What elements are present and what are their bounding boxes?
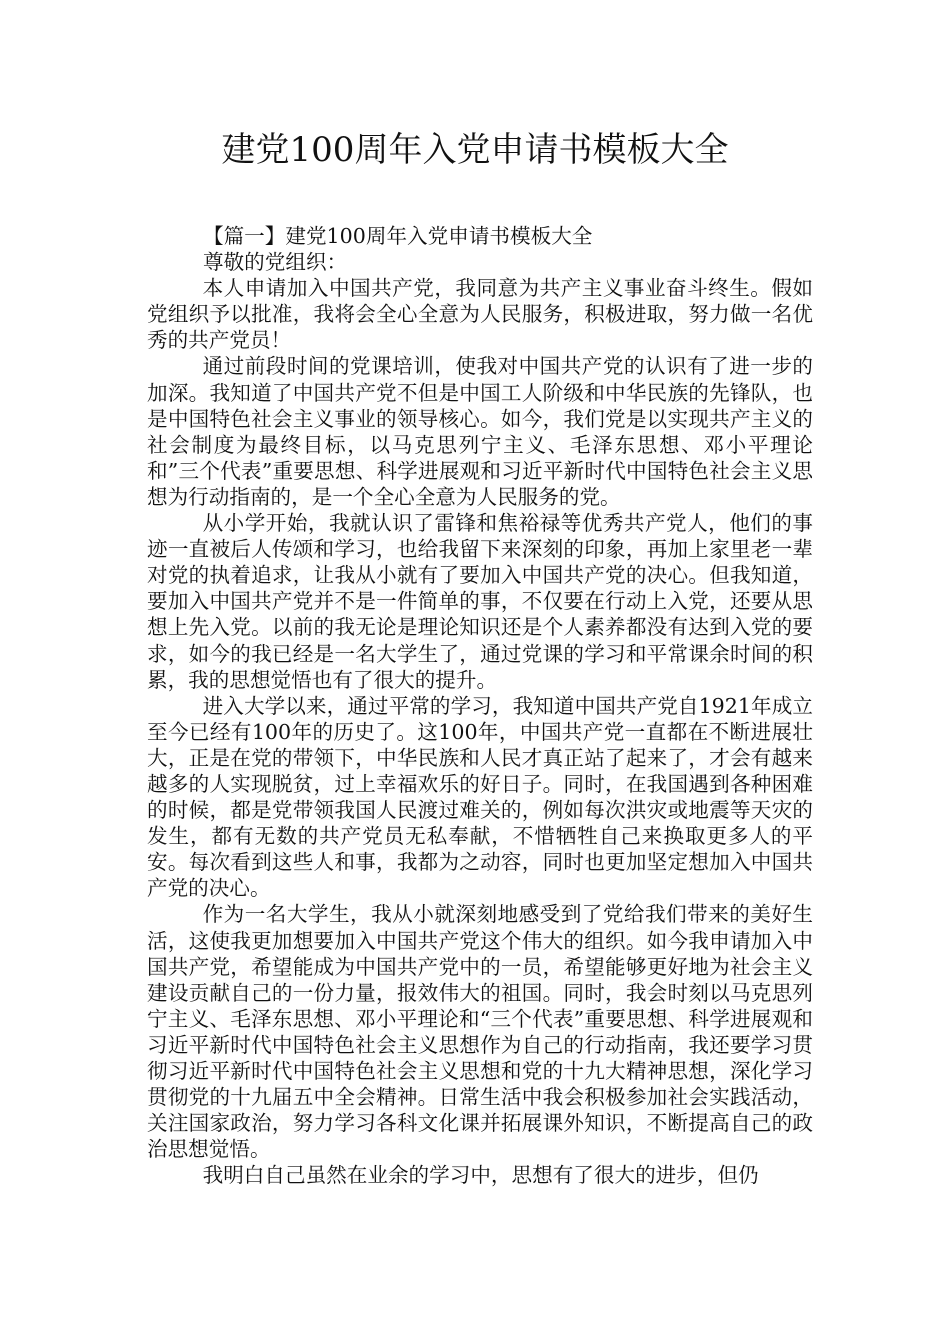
paragraph-4: 进入大学以来，通过平常的学习，我知道中国共产党自1921年成立至今已经有100年的历史了。这100年，中国共产党一直都在不断进展壮大，正是在党的带领下，中华民族和人民才真正站了起来了，才会有越来越多的人实现脱贫，过上幸福欢乐的好日子。同时，在我国遇到各种困难的时候，都是党带领我国人民渡过难关的，例如每次洪灾或地震等天灾的发生，都有无数的共产党员无私奉献，不惜牺牲自己来换取更多人的平安。每次看到这些人和事，我都为之动容，同时也更加坚定想加入中国共产党的决心。: [147, 693, 813, 901]
section-heading: 【篇一】建党100周年入党申请书模板大全: [203, 224, 593, 248]
paragraph-6: 我明白自己虽然在业余的学习中，思想有了很大的进步，但仍: [202, 1163, 759, 1188]
salutation: 尊敬的党组织：: [203, 250, 348, 275]
paragraph-5: 作为一名大学生，我从小就深刻地感受到了党给我们带来的美好生活，这使我更加想要加入中国共产党这个伟大的组织。如今我申请加入中国共产党，希望能成为中国共产党中的一员，希望能够更好地为社会主义建设贡献自己的一份力量，报效伟大的祖国。同时，我会时刻以马克思列宁主义、毛泽东思想、邓小平理论和“三个代表”重要思想、科学进展观和习近平新时代中国特色社会主义思想作为自己的行动指南，我还要学习贯彻习近平新时代中国特色社会主义思想和党的十九大精神思想，深化学习贯彻党的十九届五中全会精神。日常生活中我会积极参加社会实践活动，关注国家政治，努力学习各科文化课并拓展课外知识，不断提高自己的政治思想觉悟。: [147, 902, 813, 1162]
document-title: 建党100周年入党申请书模板大全: [221, 130, 729, 170]
paragraph-2: 通过前段时间的党课培训，使我对中国共产党的认识有了进一步的加深。我知道了中国共产党不但是中国工人阶级和中华民族的先锋队，也是中国特色社会主义事业的领导核心。如今，我们党是以实现共产主义的社会制度为最终目标，以马克思列宁主义、毛泽东思想、邓小平理论和”三个代表”重要思想、科学进展观和习近平新时代中国特色社会主义思想为行动指南的，是一个全心全意为人民服务的党。: [147, 354, 813, 509]
paragraph-3: 从小学开始，我就认识了雷锋和焦裕禄等优秀共产党人，他们的事迹一直被后人传颂和学习，也给我留下来深刻的印象，再加上家里老一辈对党的执着追求，让我从小就有了要加入中国共产党的决心。但我知道，要加入中国共产党并不是一件简单的事，不仅要在行动上入党，还要从思想上先入党。以前的我无论是理论知识还是个人素养都没有达到入党的要求，如今的我已经是一名大学生了，通过党课的学习和平常课余时间的积累，我的思想觉悟也有了很大的提升。: [147, 511, 813, 692]
document-body: [147, 223, 813, 1188]
paragraph-1: 本人申请加入中国共产党，我同意为共产主义事业奋斗终生。假如党组织予以批准，我将会全心全意为人民服务，积极进取，努力做一名优秀的共产党员！: [147, 276, 813, 353]
